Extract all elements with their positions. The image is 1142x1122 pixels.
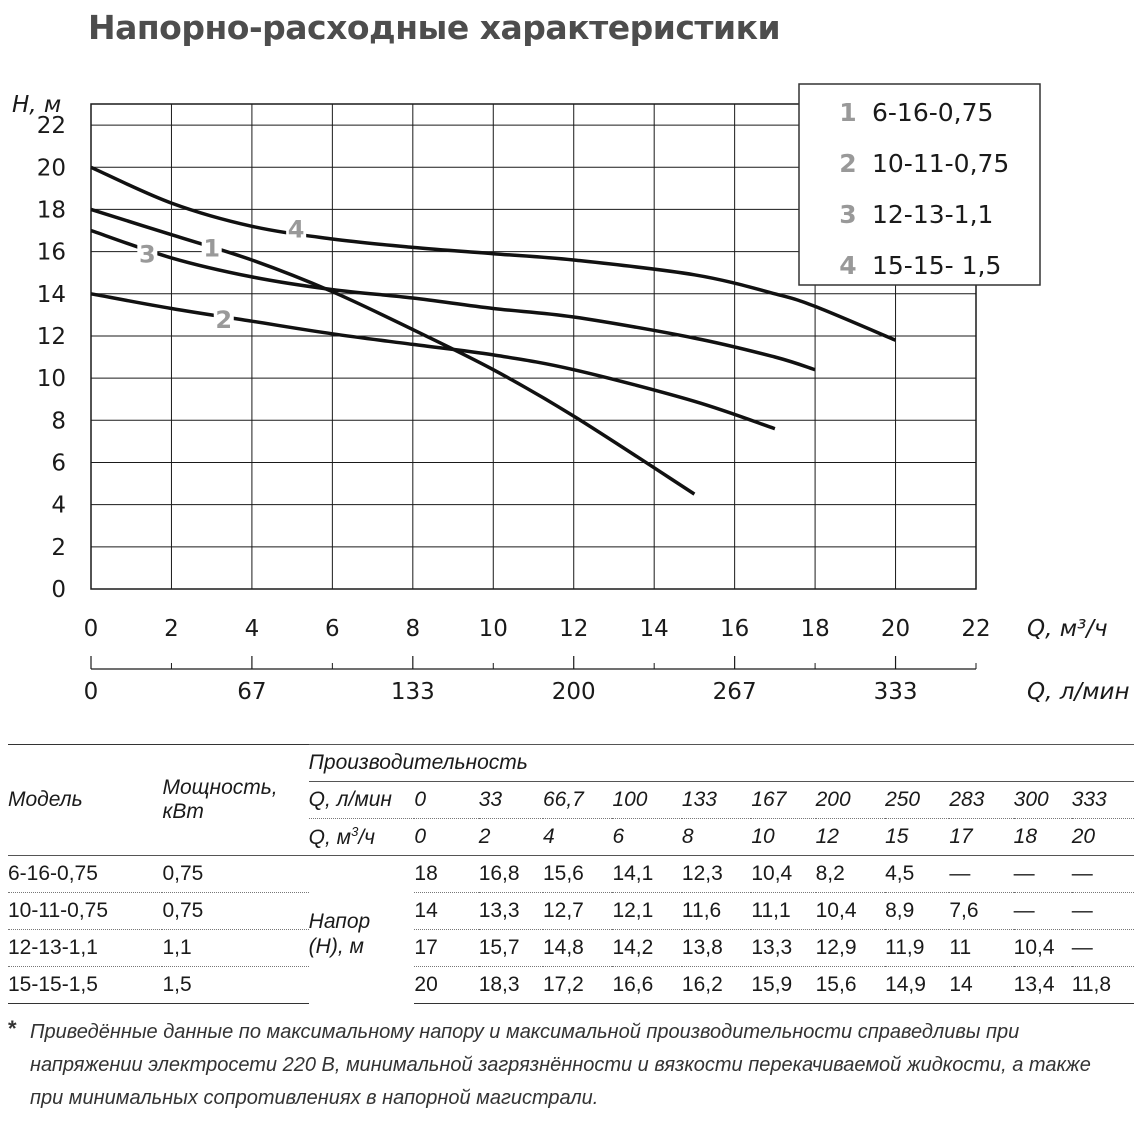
head-value-cell: 15,6 [543, 856, 612, 893]
power-cell: 0,75 [162, 893, 308, 930]
secondary-axis-tick-label: 133 [390, 679, 435, 705]
head-value-cell: 17 [414, 930, 478, 967]
y-tick-label: 8 [51, 408, 66, 435]
head-value-cell: 14 [414, 893, 478, 930]
x-tick-label: 2 [164, 616, 179, 642]
x-axis-title: Q, м³/ч [1027, 616, 1108, 642]
head-value-cell: 13,3 [751, 930, 815, 967]
q-lmin-value: 33 [479, 782, 543, 819]
legend-entry-name: 12-13-1,1 [872, 200, 994, 229]
table-row [8, 893, 1134, 930]
head-value-cell: 18 [414, 856, 478, 893]
y-axis-tick-labels [37, 113, 66, 603]
q-m3h-value: 2 [479, 819, 543, 856]
q-lmin-value: 0 [414, 782, 478, 819]
q-lmin-value: 100 [612, 782, 681, 819]
head-value-cell: 20 [414, 967, 478, 1004]
legend-number: 4 [839, 251, 857, 280]
head-value-cell: 7,6 [949, 893, 1013, 930]
footnote-text: Приведённые данные по максимальному напору и максимальной производительности справедливы при напряжении электросети 220 В, минимальной загрязнённости и вязкости перекачиваемой жидкости, а также при минимальных сопротивлениях в напорной магистрали. [30, 1021, 1091, 1109]
x-tick-label: 20 [880, 616, 911, 642]
head-value-cell: 18,3 [479, 967, 543, 1004]
x-tick-label: 18 [800, 616, 830, 642]
head-value-cell: 10,4 [751, 856, 815, 893]
performance-header: Производительность [309, 745, 1134, 782]
q-m3h-value: 0 [414, 819, 478, 856]
y-tick-label: 16 [36, 239, 66, 266]
q-m3h-value: 17 [949, 819, 1013, 856]
head-value-cell: 13,3 [479, 893, 543, 930]
head-value-cell: 13,8 [682, 930, 751, 967]
secondary-axis-tick-label: 67 [237, 679, 267, 705]
power-cell: 0,75 [162, 856, 308, 893]
q-m3h-label: Q, $м^3/ч$ [309, 819, 415, 856]
table-row [8, 967, 1134, 1004]
curve-label-4: 4 [287, 215, 305, 244]
performance-table-wrap [8, 744, 1134, 1004]
head-value-cell: — [1014, 856, 1072, 893]
q-m3h-value: 8 [682, 819, 751, 856]
x-tick-label: 22 [961, 616, 991, 642]
head-value-cell: 11,1 [751, 893, 815, 930]
legend-entry-name: 6-16-0,75 [872, 98, 994, 127]
model-cell: 10-11-0,75 [8, 893, 162, 930]
power-header: Мощность, кВт [162, 745, 308, 856]
head-value-cell: 10,4 [1014, 930, 1072, 967]
model-cell: 12-13-1,1 [8, 930, 162, 967]
chart-legend [799, 84, 1040, 285]
x-axis-secondary-title: Q, л/мин [1027, 679, 1130, 705]
performance-table [8, 744, 1134, 1004]
head-value-cell: 14 [949, 967, 1013, 1004]
legend-entry-name: 15-15- 1,5 [872, 251, 1002, 280]
head-value-cell: 12,1 [612, 893, 681, 930]
legend-entry-name: 10-11-0,75 [872, 149, 1010, 178]
head-value-cell: 15,7 [479, 930, 543, 967]
y-tick-label: 0 [51, 577, 66, 603]
y-tick-label: 20 [36, 155, 66, 182]
q-m3h-value: 10 [751, 819, 815, 856]
model-cell: 6-16-0,75 [8, 856, 162, 893]
q-lmin-value: 250 [885, 782, 949, 819]
y-tick-label: 6 [51, 450, 66, 477]
y-tick-label: 4 [51, 492, 66, 519]
head-value-cell: 11,9 [885, 930, 949, 967]
x-tick-label: 16 [719, 616, 750, 642]
q-m3h-value: 4 [543, 819, 612, 856]
y-tick-label: 10 [36, 366, 66, 393]
head-value-cell: — [949, 856, 1013, 893]
head-value-cell: 14,1 [612, 856, 681, 893]
head-value-cell: 11,8 [1072, 967, 1134, 1004]
power-cell: 1,5 [162, 967, 308, 1004]
legend-number: 2 [839, 149, 857, 178]
head-value-cell: 8,2 [816, 856, 885, 893]
q-m3h-value: 6 [612, 819, 681, 856]
q-lmin-value: 283 [949, 782, 1013, 819]
head-value-cell: 12,7 [543, 893, 612, 930]
head-value-cell: 12,9 [816, 930, 885, 967]
x-tick-label: 4 [244, 616, 260, 642]
head-value-cell: — [1072, 856, 1134, 893]
curve-label-3: 3 [138, 240, 156, 269]
x-axis-tick-labels [84, 616, 991, 642]
curve-label-2: 2 [215, 306, 233, 335]
q-lmin-value: 300 [1014, 782, 1072, 819]
table-row [8, 856, 1134, 893]
x-tick-label: 10 [478, 616, 508, 642]
page-title: Напорно-расходные характеристики [88, 8, 781, 47]
q-m3h-value: 12 [816, 819, 885, 856]
head-value-cell: 16,8 [479, 856, 543, 893]
footnote-star: * [8, 1016, 17, 1041]
head-value-cell: 10,4 [816, 893, 885, 930]
head-value-cell: — [1014, 893, 1072, 930]
model-cell: 15-15-1,5 [8, 967, 162, 1004]
q-m3h-value: 20 [1072, 819, 1134, 856]
legend-number: 1 [839, 98, 857, 127]
y-tick-label: 18 [36, 197, 66, 224]
model-header: Модель [8, 745, 162, 856]
y-tick-label: 22 [36, 113, 66, 140]
secondary-x-axis [84, 656, 976, 705]
x-tick-label: 0 [83, 616, 99, 642]
head-value-cell: 11 [949, 930, 1013, 967]
head-value-cell: 12,3 [682, 856, 751, 893]
secondary-axis-tick-label: 267 [712, 679, 757, 705]
q-lmin-label: Q, л/мин [309, 782, 415, 819]
head-value-cell: 14,2 [612, 930, 681, 967]
q-lmin-value: 133 [682, 782, 751, 819]
q-m3h-value: 15 [885, 819, 949, 856]
head-label: Напор (Н), м [309, 856, 415, 1004]
x-tick-label: 12 [559, 616, 589, 642]
head-value-cell: — [1072, 893, 1134, 930]
secondary-axis-tick-label: 200 [551, 679, 596, 705]
head-value-cell: 14,8 [543, 930, 612, 967]
head-value-cell: — [1072, 930, 1134, 967]
q-m3h-value: 18 [1014, 819, 1072, 856]
head-value-cell: 17,2 [543, 967, 612, 1004]
head-value-cell: 13,4 [1014, 967, 1072, 1004]
head-value-cell: 16,2 [682, 967, 751, 1004]
head-value-cell: 15,9 [751, 967, 815, 1004]
x-tick-label: 8 [405, 616, 421, 642]
y-tick-label: 2 [51, 534, 66, 561]
curve-label-1: 1 [203, 234, 221, 263]
table-row [8, 930, 1134, 967]
x-tick-label: 6 [325, 616, 340, 642]
y-axis-title: H, м [12, 92, 62, 118]
q-lmin-value: 333 [1072, 782, 1134, 819]
q-lmin-value: 66,7 [543, 782, 612, 819]
head-value-cell: 11,6 [682, 893, 751, 930]
legend-number: 3 [839, 200, 857, 229]
y-tick-label: 12 [36, 323, 66, 350]
head-value-cell: 15,6 [816, 967, 885, 1004]
q-lmin-value: 200 [816, 782, 885, 819]
head-value-cell: 4,5 [885, 856, 949, 893]
curve-2 [91, 294, 775, 429]
secondary-axis-tick-label: 0 [83, 679, 99, 705]
head-value-cell: 16,6 [612, 967, 681, 1004]
y-tick-label: 14 [36, 281, 66, 308]
head-value-cell: 8,9 [885, 893, 949, 930]
secondary-axis-tick-label: 333 [873, 679, 918, 705]
x-tick-label: 14 [639, 616, 669, 642]
q-lmin-value: 167 [751, 782, 815, 819]
head-value-cell: 14,9 [885, 967, 949, 1004]
footnote [8, 1016, 1128, 1115]
power-cell: 1,1 [162, 930, 308, 967]
